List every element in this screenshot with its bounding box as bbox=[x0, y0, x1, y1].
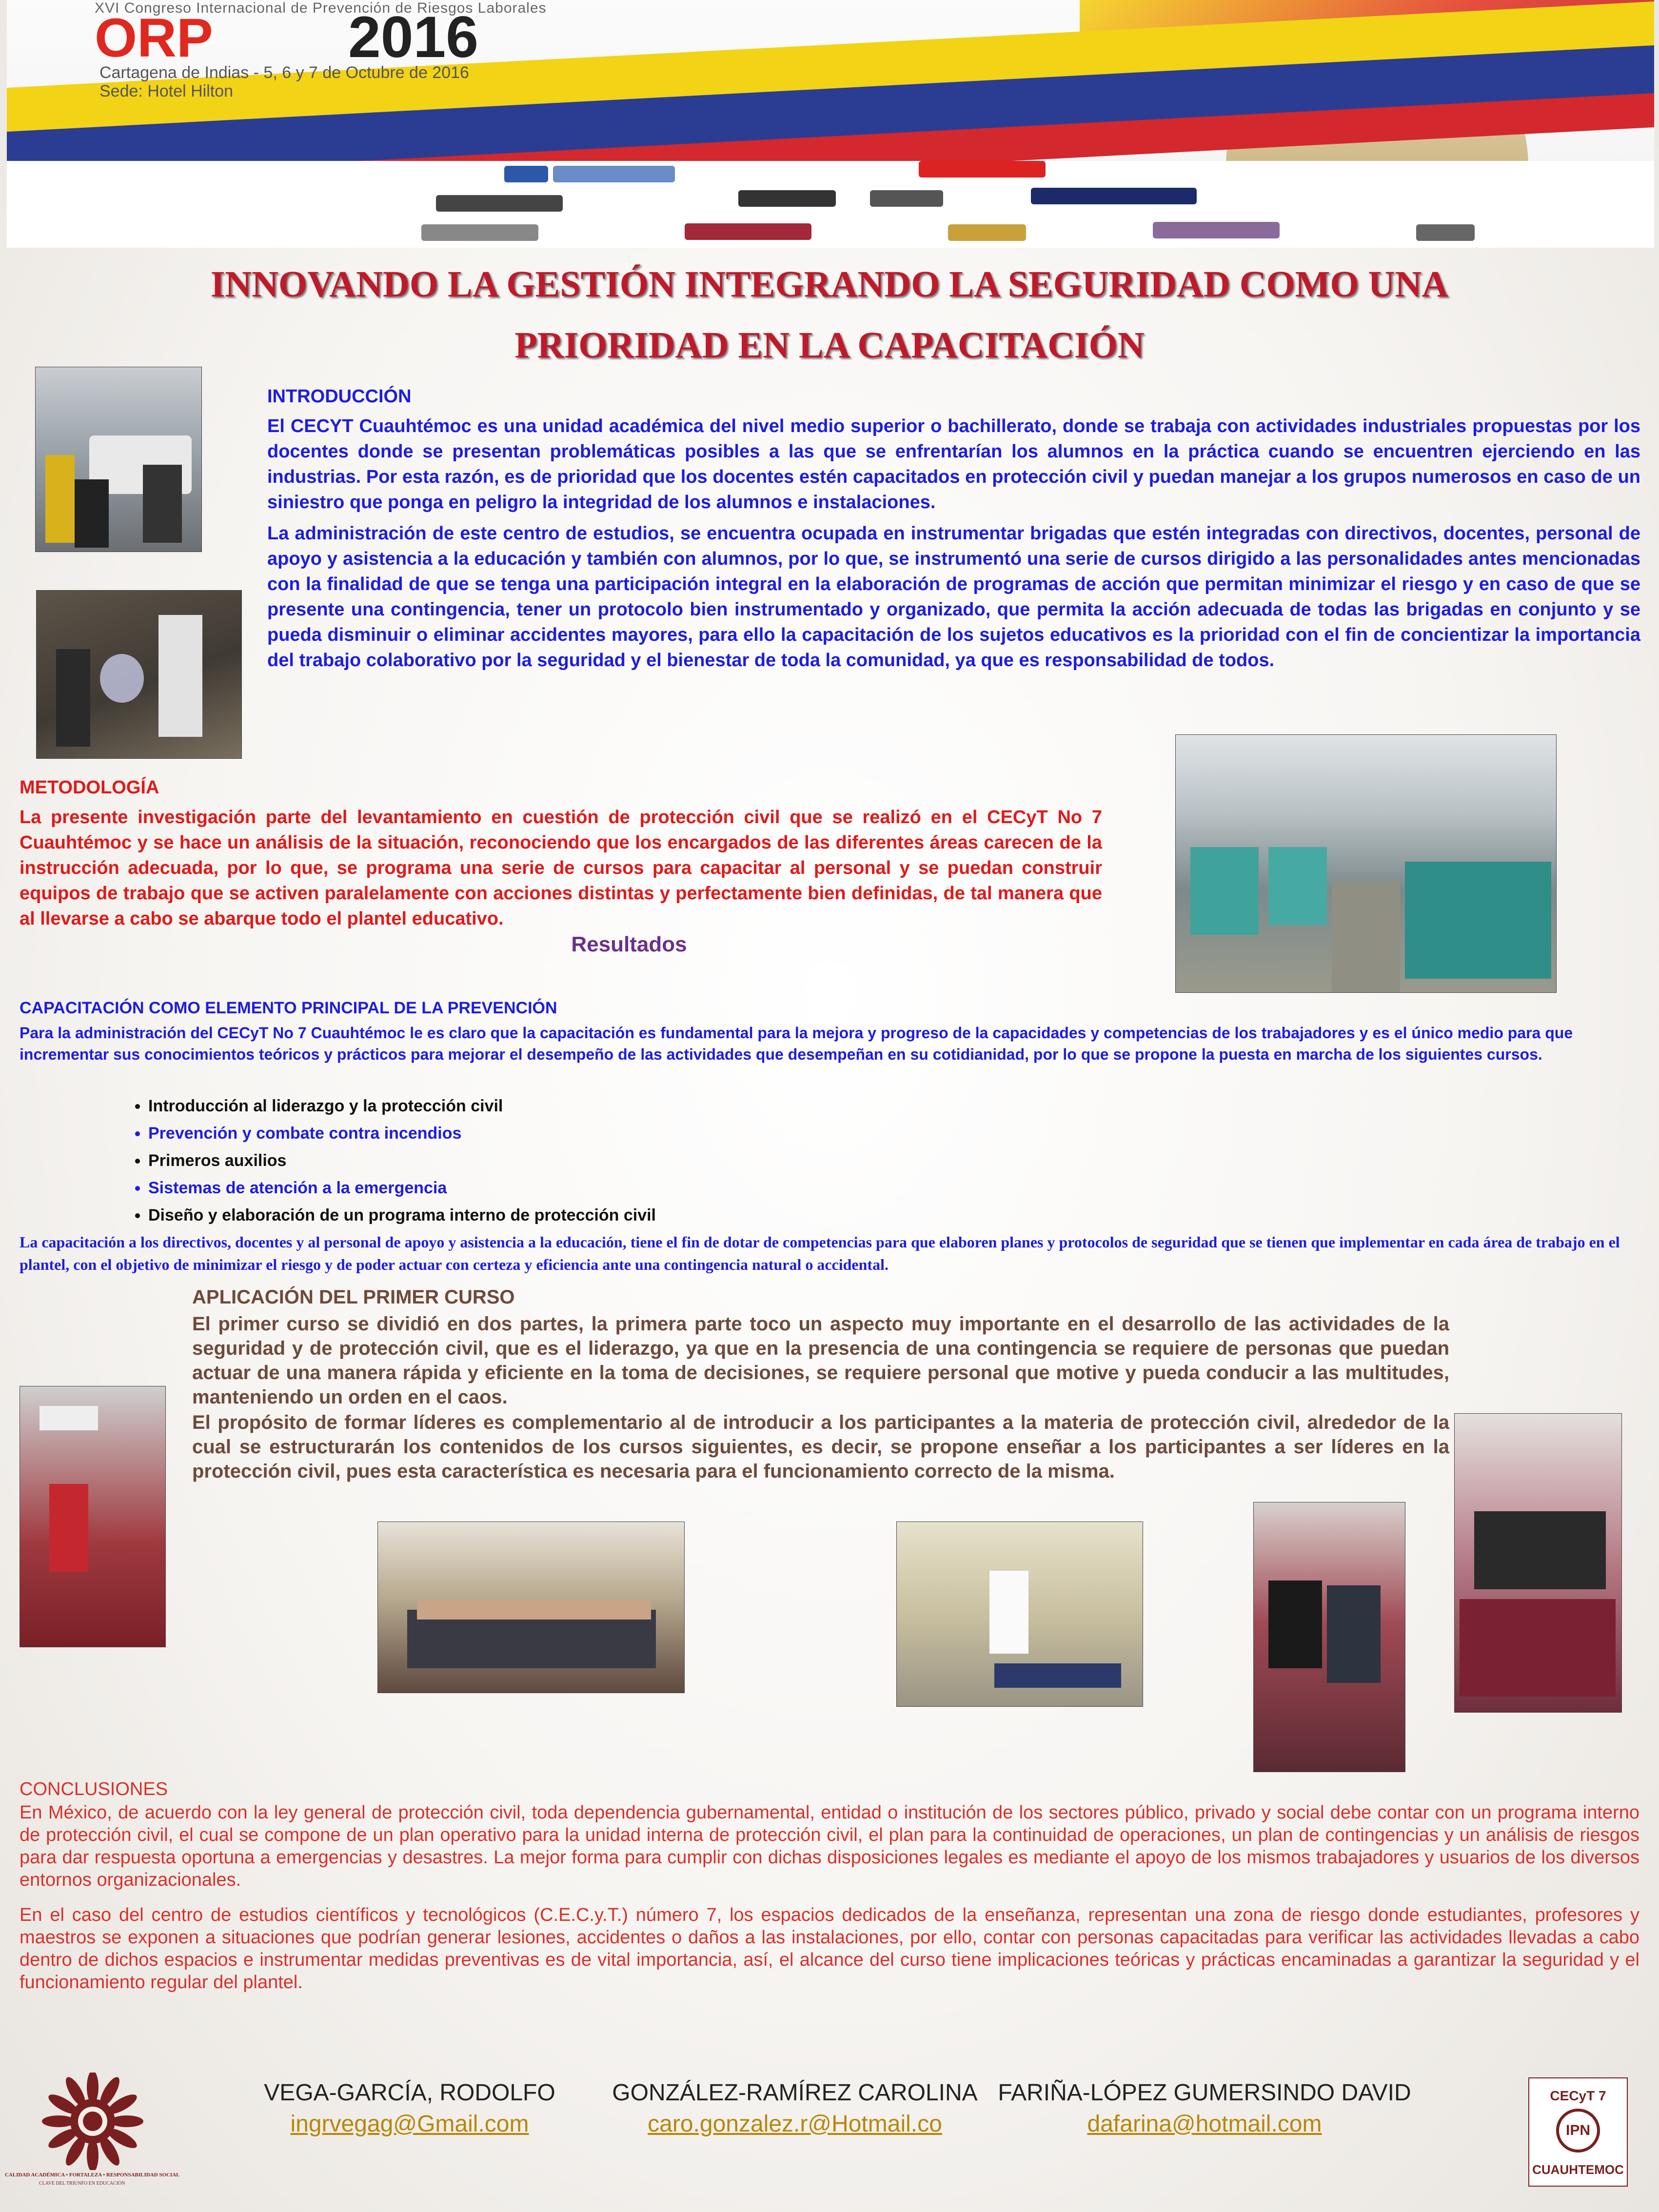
sponsor-logo bbox=[436, 195, 563, 212]
course-item: • Primeros auxilios bbox=[148, 1147, 1124, 1174]
classroom-photo bbox=[20, 1386, 166, 1647]
conclusiones-paragraph-1: En México, de acuerdo con la ley general de protección civil, toda dependencia gubernamental, entidad o institución de los sectores público, privado y social debe contar con un programa interno de protección civil, el cual se compone de un plan operativo para la unidad interna de protección civil, el plan para la continuidad de operaciones, un plan de contingencias y un análisis de riesgos para dar respuesta oportuna a emergencias y desastres. La mejor forma para cumplir con dichas disposiciones legales es mediante el apoyo de los mismos trabajadores y usuarios de los diversos entornos organizacionales. bbox=[20, 1802, 1639, 1890]
congress-location: Cartagena de Indias - 5, 6 y 7 de Octubre de 2016 bbox=[99, 63, 469, 82]
cecyt-logo bbox=[1528, 2077, 1628, 2187]
group-photo bbox=[377, 1521, 685, 1693]
cecyt-logo-bottom: CUAUHTEMOC bbox=[1532, 2162, 1624, 2177]
sponsor-logo bbox=[948, 224, 1026, 241]
aplicacion-paragraph-2: El propósito de formar líderes es complementario al de introducir a los participantes a la materia de protección civil, alrededor de la cual se estructurarán los contenidos de los cursos siguientes, es decir, se propone enseñar a los participantes a ser líderes en la protección civil, pues esta característica es necesaria para el funcionamiento correcto de la misma. bbox=[192, 1412, 1449, 1482]
school-seal-logo bbox=[0, 2073, 185, 2190]
congress-banner bbox=[7, 0, 1654, 248]
course-item: • Diseño y elaboración de un programa interno de protección civil bbox=[148, 1202, 1124, 1229]
sponsor-logo bbox=[421, 224, 538, 241]
capacitacion-closing: La capacitación a los directivos, docentes y al personal de apoyo y asistencia a la educación, tiene el fin de dotar de competencias para que elaboren planes y protocolos de seguridad que se tienen que implementar en cada área de trabajo en el plantel, con el objetivo de minimizar el riesgo y de poder actuar con certeza y eficiencia ante una contingencia natural o accidental. bbox=[20, 1233, 1620, 1273]
resultados-heading: Resultados bbox=[571, 932, 687, 956]
workshop-photo bbox=[35, 367, 202, 552]
welding-photo bbox=[36, 590, 242, 759]
fundacion-orp-logo bbox=[919, 161, 1046, 178]
congress-name: XVI Congreso Internacional de Prevención de Riesgos Laborales bbox=[95, 0, 547, 16]
introduccion-heading: INTRODUCCIÓN bbox=[267, 386, 412, 407]
sponsor-logo bbox=[1416, 224, 1475, 241]
aplicacion-heading: APLICACIÓN DEL PRIMER CURSO bbox=[192, 1286, 515, 1308]
sponsor-logo bbox=[738, 190, 836, 207]
conclusiones-paragraph-2: En el caso del centro de estudios científicos y tecnológicos (C.E.C.y.T.) número 7, los espacios dedicados de la enseñanza, representan una zona de riesgo donde estudiantes, profesores y maestros se exponen a situaciones que podrían generar lesiones, accidentes o daños a las instalaciones, por ello, contar con personas capacitadas para verificar las actividades llevadas a cabo dentro de dichos espacios e instrumentar medidas preventivas es de vital importancia, así, el alcance del curso tiene implicaciones teóricas y prácticas encaminadas a garantizar la seguridad y el funcionamiento regular del plantel. bbox=[20, 1905, 1639, 1993]
ipn-emblem-icon: IPN bbox=[1556, 2109, 1600, 2153]
poster-title-line2: PRIORIDAD EN LA CAPACITACIÓN bbox=[514, 325, 1145, 366]
metodologia-heading: METODOLOGÍA bbox=[20, 777, 159, 798]
seal-caption-2: CLAVE DEL TRIUNFO EN EDUCACIÓN bbox=[39, 2181, 125, 2186]
sponsor-logo bbox=[870, 190, 943, 207]
seal-caption-1: CALIDAD ACADÉMICA • FORTALEZA • RESPONSABILIDAD SOCIAL bbox=[5, 2172, 180, 2178]
upc-text-logo bbox=[553, 166, 675, 182]
aplicacion-paragraph-1: El primer curso se dividió en dos partes, la primera parte toco un aspecto muy importante en el desarrollo de las actividades de la seguridad y de protección civil, que es el liderazgo, ya que en la presencia de una contingencia se requiere de personas que puedan actuar de una manera rápida y eficiente en la toma de decisiones, se requiere personal que motive y pueda conducir a las multitudes, manteniendo un orden en el caos. bbox=[192, 1313, 1449, 1408]
metodologia-text: La presente investigación parte del levantamiento en cuestión de protección civil que se realizó en el CECyT No 7 Cuauhtémoc y se hace un análisis de la situación, reconociendo que los encargados de las diferentes áreas carecen de la instrucción adecuada, por lo que, se programa una serie de cursos para capacitar al personal y se puedan construir equipos de trabajo que se activen paralelamente con acciones distintas y perfectamente bien definidas, de tal manera que al llevarse a cabo se abarque todo el plantel educativo. bbox=[20, 807, 1102, 929]
tudelft-logo bbox=[1031, 188, 1197, 204]
poster-title-line1: INNOVANDO LA GESTIÓN INTEGRANDO LA SEGURIDAD COMO UNA bbox=[210, 264, 1449, 305]
upc-logo bbox=[504, 166, 548, 182]
orp-logo: ORP bbox=[95, 7, 213, 68]
introduccion-paragraph-2: La administración de este centro de estudios, se encuentra ocupada en instrumentar brigadas que estén integradas con directivos, docentes, personal de apoyo y asistencia a la educación y también con alumnos, por lo que, se instrumentó una serie de cursos dirigido a las personalidades antes mencionadas con la finalidad de que se tenga una participación integral en la elaboración de programas de acción que permitan minimizar el riesgo y en caso de que se presente una contingencia, tener un protocolo bien instrumentado y organizado, que permita la acción adecuada de todas las brigadas en conjunto y se pueda disminuir o eliminar accidentes mayores, para ello la capacitación de los sujetos educativos es la prioridad con el fin de concientizar la importancia del trabajo colaborativo por la seguridad y el bienestar de toda la comunidad, ya que es responsabilidad de todos. bbox=[267, 523, 1640, 671]
instructor-photo bbox=[1253, 1502, 1405, 1772]
author-name: GONZÁLEZ-RAMÍREZ CAROLINA bbox=[612, 2080, 978, 2106]
courses-list bbox=[129, 1092, 1124, 1229]
first-aid-photo bbox=[896, 1521, 1143, 1707]
capacitacion-text: Para la administración del CECyT No 7 Cuauhtémoc le es claro que la capacitación es fundamental para la mejora y progreso de la capacidades y competencias de los trabajadores y es el único medio para que incrementar sus conocimientos teóricos y prácticos para mejorar el desempeño de las actividades que desempeñan en su cotidianidad, por lo que se propone la puesta en marcha de los siguientes cursos. bbox=[20, 1024, 1573, 1063]
author-email-link[interactable]: dafarina@hotmail.com bbox=[1087, 2111, 1322, 2137]
mcmaster-logo bbox=[1153, 222, 1280, 238]
introduccion-paragraph-1: El CECYT Cuauhtémoc es una unidad académica del nivel medio superior o bachillerato, donde se trabaja con actividades industriales propuestas por los docentes donde se presentan problemáticas posibles a las que se enfrentarían los alumnos en la práctica cuando se encuentren ejerciendo en las industrias. Por esta razón, es de prioridad que los docentes estén capacitados en protección civil y puedan manejar a los grupos numerosos en caso de un siniestro que ponga en peligro la integridad de los alumnos e instalaciones. bbox=[267, 416, 1640, 513]
sponsor-logo bbox=[685, 223, 811, 240]
author-email-link[interactable]: caro.gonzalez.r@Hotmail.co bbox=[648, 2111, 942, 2137]
course-item: • Introducción al liderazgo y la protección civil bbox=[148, 1092, 1124, 1120]
conclusiones-heading: CONCLUSIONES bbox=[20, 1779, 168, 1799]
sponsor-logos bbox=[7, 161, 1654, 248]
author-name: FARIÑA-LÓPEZ GUMERSINDO DAVID bbox=[998, 2080, 1411, 2106]
author-name: VEGA-GARCÍA, RODOLFO bbox=[264, 2080, 555, 2106]
cecyt-logo-top: CECyT 7 bbox=[1550, 2088, 1606, 2103]
participants-photo bbox=[1454, 1413, 1622, 1713]
course-item: • Prevención y combate contra incendios bbox=[148, 1120, 1124, 1147]
congress-venue: Sede: Hotel Hilton bbox=[99, 82, 234, 100]
author-email-link[interactable]: ingrvegag@Gmail.com bbox=[290, 2111, 529, 2137]
course-item: • Sistemas de atención a la emergencia bbox=[148, 1174, 1124, 1202]
orp-year: 2016 bbox=[348, 4, 478, 70]
sun-seal-icon bbox=[0, 2073, 185, 2170]
capacitacion-heading: CAPACITACIÓN COMO ELEMENTO PRINCIPAL DE LA PREVENCIÓN bbox=[20, 999, 557, 1017]
